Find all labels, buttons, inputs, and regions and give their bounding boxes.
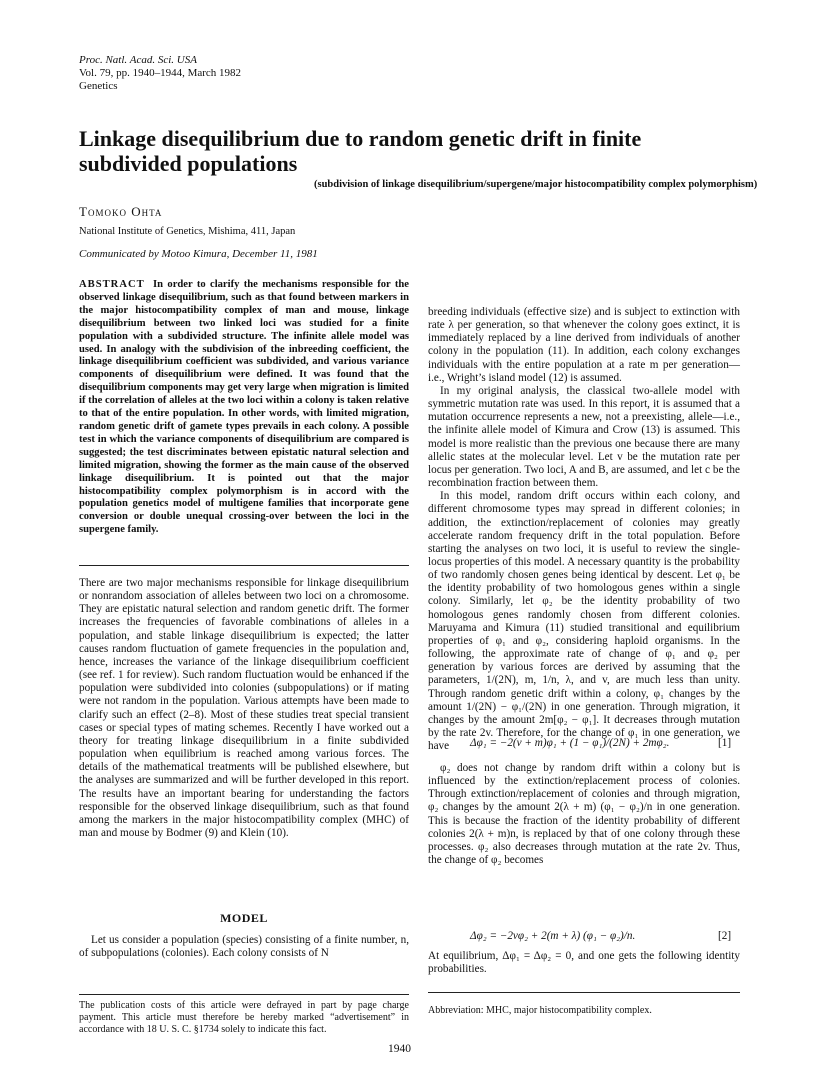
right-column-middle xyxy=(428,762,740,867)
equation-1-number: [1] xyxy=(718,737,732,749)
paragraph-phi2: φ₂ does not change by random drift within a colony but is influenced by the extinction/replacement process of colonies. Through extinction/replacement of colonies and through migration, φ₂ changes by the amount 2(λ + m) (φ₁ − φ₂)/n in one generation. This is because the fraction of the identity probability of different colonies 2(λ + m)n, is replaced by that of one colony through these processes. φ₂ also decreases through mutation at the rate 2v. Thus, the change of φ₂ becomes xyxy=(428,762,740,867)
abstract-divider xyxy=(79,565,409,566)
paper-title: Linkage disequilibrium due to random genetic drift in finite subdivided populations xyxy=(79,126,642,176)
section-heading-model: MODEL xyxy=(220,911,268,925)
affiliation: National Institute of Genetics, Mishima, 411, Japan xyxy=(79,226,296,237)
footnote-divider xyxy=(79,994,409,995)
model-paragraph: Let us consider a population (species) consisting of a finite number, n, of subpopulations (colonies). Each colony consists of N xyxy=(79,934,409,960)
page-number: 1940 xyxy=(388,1043,411,1055)
abstract xyxy=(79,279,409,537)
equation-1: Δφ₁ = −2(v + m)φ₁ + (1 − φ₁)/(2N) + 2mφ₂. xyxy=(470,737,670,749)
keywords: (subdivision of linkage disequilibrium/supergene/major histocompatibility complex polymorphism) xyxy=(314,179,758,190)
equation-2-number: [2] xyxy=(718,930,732,942)
right-column-bottom xyxy=(428,950,740,976)
paragraph-colony: breeding individuals (effective size) and is subject to extinction with rate λ per generation, so that whenever the colony goes extinct, it is immediately replaced by a line derived from individuals of another colony in the population (11). In addition, each colony exchanges individuals with the entire population at a rate m per generation—i.e., Wright’s island model (12) is assumed. xyxy=(428,306,740,384)
model-section xyxy=(79,934,409,960)
communicated-by: Communicated by Motoo Kimura, December 11, 1981 xyxy=(79,248,318,260)
intro-paragraph: There are two major mechanisms responsible for linkage disequilibrium or nonrandom association of alleles between two loci on a chromosome. They are epistatic natural selection and random genetic drift. The former increases the frequencies of favorable combinations of alleles in a population, and stable linkage disequilibrium is expected; the latter causes random fluctuation of gamete frequencies in the population and, hence, increases the variance of the linkage disequilibrium coefficient (see ref. 1 for review). Such random fluctuation would be enhanced if the population were subdivided into colonies (subpopulations) or if mating were not random in the population. Various attempts have been made to clarify such an effect (2–8). Most of these studies treat special transient cases or special types of mating schemes. Recently I have worked out a theory for treating linkage disequilibrium in a finite subdivided population when equilibrium is reached among various forces. The details of the mathematical treatments will be published elsewhere, but the analyses are summarized and will be further developed in this report. The results have an important bearing for understanding the factors responsible for the observed linkage disequilibrium, such as that found among the markers in the major histocompatibility complex (MHC) of man and mouse by Bodmer (9) and Klein (10). xyxy=(79,577,409,839)
section-label: Genetics xyxy=(79,80,118,92)
volume-line: Vol. 79, pp. 1940–1944, March 1982 xyxy=(79,67,242,79)
paragraph-identity: In this model, random drift occurs within each colony, and different chromosome types may spread in different colonies; in addition, the extinction/replacement of colonies may greatly accelerate random frequency drift in the total population. Before starting the analyses on two loci, it is useful to review the single-locus properties of this model. A necessary quantity is the probability of two randomly chosen genes being identical by descent. Let φ₁ be the identity probability of two homologous genes within a single colony. Similarly, let φ₂ be the identity probability of two homologous genes randomly chosen from different colonies. Maruyama and Kimura (11) studied transitional and equilibrium properties of φ₁ and φ₂, considering haploid organisms. In the following, the approximate rate of change of φ₁ and φ₂ per generation by various forces are derived by assuming that the parameters, 1/(2N), m, 1/n, λ, and v, are much less than unity. Through random genetic drift within a colony, φ₁ changes by the amount 1/(2N) − φ₁/(2N) in one generation. Through migration, it changes by the amount 2m[φ₂ − φ₁]. It decreases through mutation by the rate 2v. Therefore, for the change of φ₁ in one generation, we have xyxy=(428,490,740,753)
abstract-text: In order to clarify the mechanisms responsible for the observed linkage disequilibrium, such as that found between markers in the major histocompatibility complex of man and mouse, linkage disequilibrium between two linked loci was studied for a finite population with a subdivided structure. The infinite allele model was used. In analogy with the subdivision of the inbreeding coefficient, the linkage disequilibrium coefficient was subdivided, and various variance components of disequilibrium were defined. It was found that the disequilibrium components may get very large when migration is limited if the correlation of alleles at the two loci within a colony is taken relative to that of the entire population. In other words, with limited migration, random genetic drift of gamete types prevails in each colony. A possible test in which the variance components of disequilibrium are compared is suggested; the test discriminates between epistatic natural selection and limited migration, showing the former as the main cause of the observed linkage disequilibrium. It is pointed out that the major histocompatibility complex polymorphism is in accord with the population genetics model of multigene families that incorporate gene conversion or double unequal crossing-over between the loci in the supergene family. xyxy=(79,279,409,536)
paragraph-mutation-model: In my original analysis, the classical two-allele model with symmetric mutation rate was used. In this report, it is assumed that a mutation occurrence represents a new, not a preexisting, allele—i.e., the infinite allele model of Kimura and Crow (13) is assumed. This model is more realistic than the previous one because there are many allelic states at the molecular level. Let v be the mutation rate per locus per generation. Two loci, A and B, are assumed, and let c be the recombination fraction between them. xyxy=(428,384,740,490)
paragraph-equilibrium: At equilibrium, Δφ₁ = Δφ₂ = 0, and one gets the following identity probabilities. xyxy=(428,950,740,976)
footnote: The publication costs of this article were defrayed in part by page charge payment. This article must therefore be hereby marked “advertisement” in accordance with 18 U. S. C. §1734 solely to indicate this fact. xyxy=(79,1000,409,1035)
author-name: Tomoko Ohta xyxy=(79,204,163,219)
introduction xyxy=(79,577,409,840)
abbreviation-divider xyxy=(428,992,740,993)
abbreviation-note: Abbreviation: MHC, major histocompatibility complex. xyxy=(428,1005,652,1016)
journal-header xyxy=(79,54,241,93)
equation-2: Δφ₂ = −2vφ₂ + 2(m + λ) (φ₁ − φ₂)/n. xyxy=(470,930,636,942)
right-column-top xyxy=(428,306,740,753)
journal-name: Proc. Natl. Acad. Sci. USA xyxy=(79,54,197,66)
abstract-label: ABSTRACT xyxy=(79,279,145,290)
